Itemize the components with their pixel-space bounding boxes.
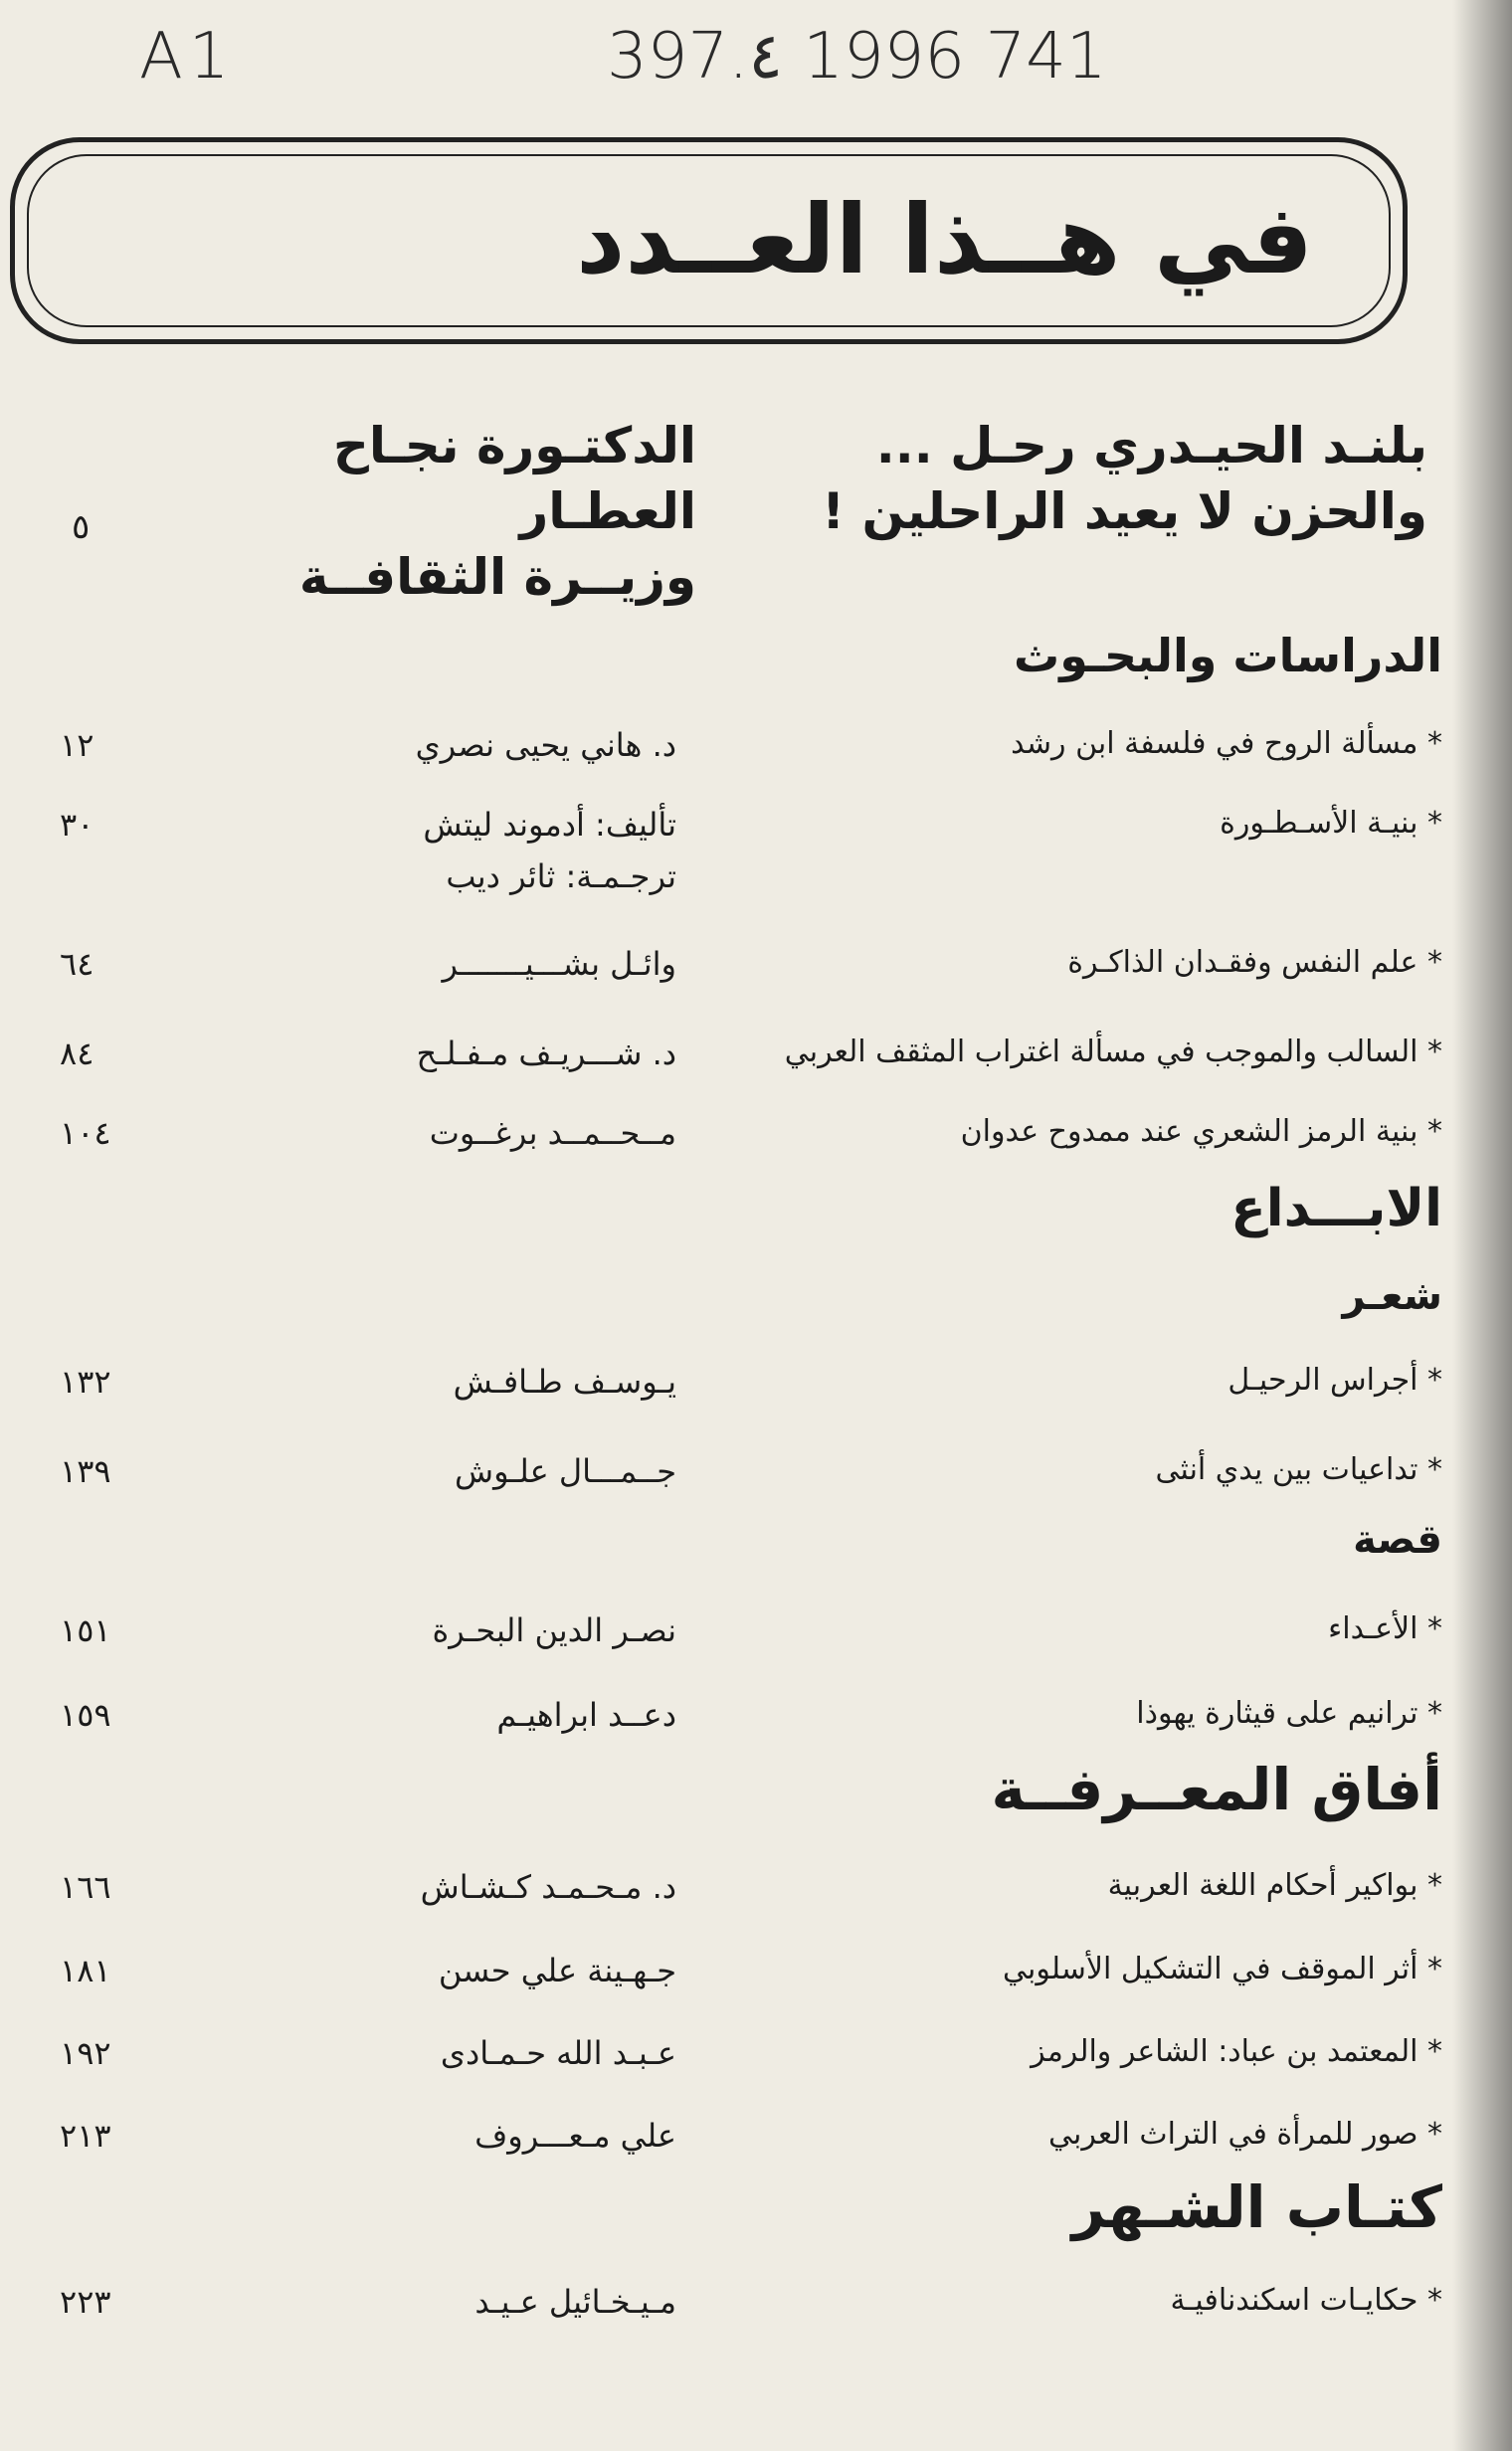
entry-title: * بواكير أحكام اللغة العربية [1107,1868,1442,1903]
entry-title: * تداعيات بين يدي أنثى [1155,1452,1442,1487]
entry-title: * بنيـة الأسـطـورة [1220,806,1442,841]
toc-entry [0,1952,1512,2001]
lead-page-number: ٥ [72,507,91,547]
page-edge-shadow [1452,0,1512,2451]
entry-title: * مسألة الروح في فلسفة ابن رشد [1011,726,1442,761]
entry-author: دعــد ابراهيـم [496,1696,676,1734]
section-heading: أفاق المعــرفــة [991,1756,1442,1823]
entry-author: مــحــمــد برغــوت [429,1114,676,1152]
entry-author: جـهـينة علي حسن [438,1952,676,1989]
entry-author: د. مـحـمـد كـشـاش [420,1868,676,1906]
toc-entry [0,1363,1512,1413]
entry-page-number: ١٣٩ [60,1452,111,1490]
entry-title: * أثر الموقف في التشكيل الأسلوبي [1003,1952,1442,1986]
toc-entry [0,1611,1512,1661]
entry-page-number: ٢٢٣ [60,2283,111,2321]
entry-translator: ترجـمـة: ثائر ديب [446,857,676,895]
handwritten-call-number: 397.٤ 1996 741 [607,20,1107,94]
entry-page-number: ٣٠ [60,806,94,844]
lead-author-line-2: وزيــرة الثقافــة [298,548,696,606]
lead-article-author [139,413,696,610]
entry-page-number: ١٩٢ [60,2034,111,2072]
entry-title: * علم النفس وفقـدان الذاكـرة [1067,945,1442,980]
entry-page-number: ١٠٤ [60,1114,111,1152]
toc-entry [0,1696,1512,1746]
entry-page-number: ١٣٢ [60,1363,111,1401]
lead-author-line-1: الدكتـورة نجـاح العطـار [332,417,696,540]
entry-author: وائـل بشـــيـــــــر [442,945,676,983]
toc-entry [0,1035,1512,1084]
toc-entry [0,1114,1512,1164]
entry-author: يـوسـف طـافـش [453,1363,676,1401]
entry-page-number: ٢١٣ [60,2117,111,2155]
entry-author: د. شـــريـف مـفـلـح [416,1035,676,1072]
handwritten-note-left: A1 [139,20,236,94]
section-heading: الدراسات والبحـوث [1014,629,1442,682]
lead-article-title [751,413,1427,544]
entry-page-number: ١٨١ [60,1952,111,1989]
section-heading: كتـاب الشـهر [1071,2173,1442,2241]
entry-page-number: ١٥٩ [60,1696,111,1734]
toc-entry [0,2034,1512,2084]
section-heading: شعـر [1342,1273,1442,1319]
toc-entry [0,2117,1512,2167]
entry-page-number: ٦٤ [60,945,94,983]
entry-title: * بنية الرمز الشعري عند ممدوح عدوان [960,1114,1442,1149]
toc-entry [0,726,1512,776]
entry-title: * أجراس الرحيـل [1228,1363,1442,1398]
toc-entry [0,806,1512,895]
entry-author: علي مـعـــروف [474,2117,676,2155]
entry-title: * صور للمرأة في التراث العربي [1047,2117,1442,2152]
entry-author: مـيـخـائيل عـيـد [474,2283,676,2321]
entry-page-number: ١٢ [60,726,94,764]
entry-author: د. هاني يحيى نصري [415,726,676,764]
entry-page-number: ١٦٦ [60,1868,111,1906]
entry-author: تأليف: أدموند ليتش [423,806,676,844]
entry-title: * حكايـات اسكندنافيـة [1170,2283,1442,2318]
lead-title-line-2: والحزن لا يعيد الراحلين ! [822,482,1427,540]
banner-title: في هــذا العــدد [576,184,1313,295]
entry-title: * السالب والموجب في مسألة اغتراب المثقف العربي [784,1035,1442,1069]
toc-entry [0,945,1512,995]
entry-author: عـبـد الله حـمـادى [440,2034,676,2072]
section-heading: الابـــداع [1230,1179,1442,1238]
entry-author: جــمـــال علـوش [455,1452,676,1490]
entry-author: نصـر الدين البحـرة [432,1611,676,1649]
entry-page-number: ١٥١ [60,1611,111,1649]
title-banner [10,137,1408,344]
toc-entry [0,1868,1512,1918]
toc-entry [0,2283,1512,2333]
entry-title: * المعتمد بن عباد: الشاعر والرمز [1031,2034,1442,2069]
lead-title-line-1: بلنـد الحيـدري رحـل ... [875,417,1427,474]
entry-title: * ترانيم على قيثارة يهوذا [1136,1696,1442,1731]
section-heading: قصة [1353,1517,1442,1563]
toc-entry [0,1452,1512,1502]
entry-title: * الأعـداء [1328,1611,1442,1646]
entry-page-number: ٨٤ [60,1035,94,1072]
